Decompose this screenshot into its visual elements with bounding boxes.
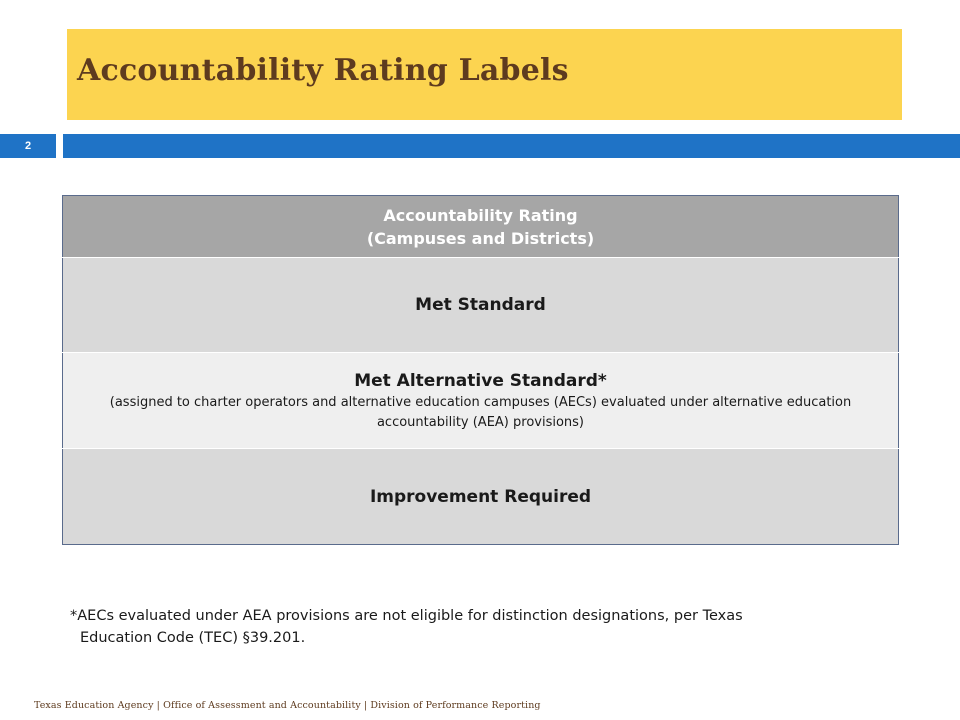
footnote-line2: Education Code (TEC) §39.201. xyxy=(80,630,306,646)
rating-met-alternative-cell xyxy=(63,353,899,449)
accent-bar xyxy=(63,134,960,158)
rating-met-alternative-note: (assigned to charter operators and alternative education campuses (AECs) evaluated under alternative education accountability (AEA) provisions) xyxy=(109,394,852,430)
table-header-cell xyxy=(63,196,899,258)
table-header-line1: Accountability Rating xyxy=(383,205,578,225)
footnote xyxy=(70,605,870,649)
table-row xyxy=(63,449,899,545)
slide-number-badge xyxy=(0,134,56,158)
slide-title: Accountability Rating Labels xyxy=(77,53,569,88)
rating-met-alternative-standard: Met Alternative Standard* xyxy=(354,370,607,391)
table-header-line2: (Campuses and Districts) xyxy=(366,228,595,248)
slide-number: 2 xyxy=(24,140,32,152)
accountability-rating-table xyxy=(62,195,899,545)
footnote-line1: *AECs evaluated under AEA provisions are not eligible for distinction designations, per Texas xyxy=(70,608,743,624)
table-row xyxy=(63,353,899,449)
rating-met-standard: Met Standard xyxy=(63,258,899,353)
footer-text: Texas Education Agency | Office of Assessment and Accountability | Division of Performance Reporting xyxy=(34,700,541,711)
table-header-row xyxy=(63,196,899,258)
rating-improvement-required: Improvement Required xyxy=(63,449,899,545)
table-row xyxy=(63,258,899,353)
title-banner xyxy=(67,29,902,120)
